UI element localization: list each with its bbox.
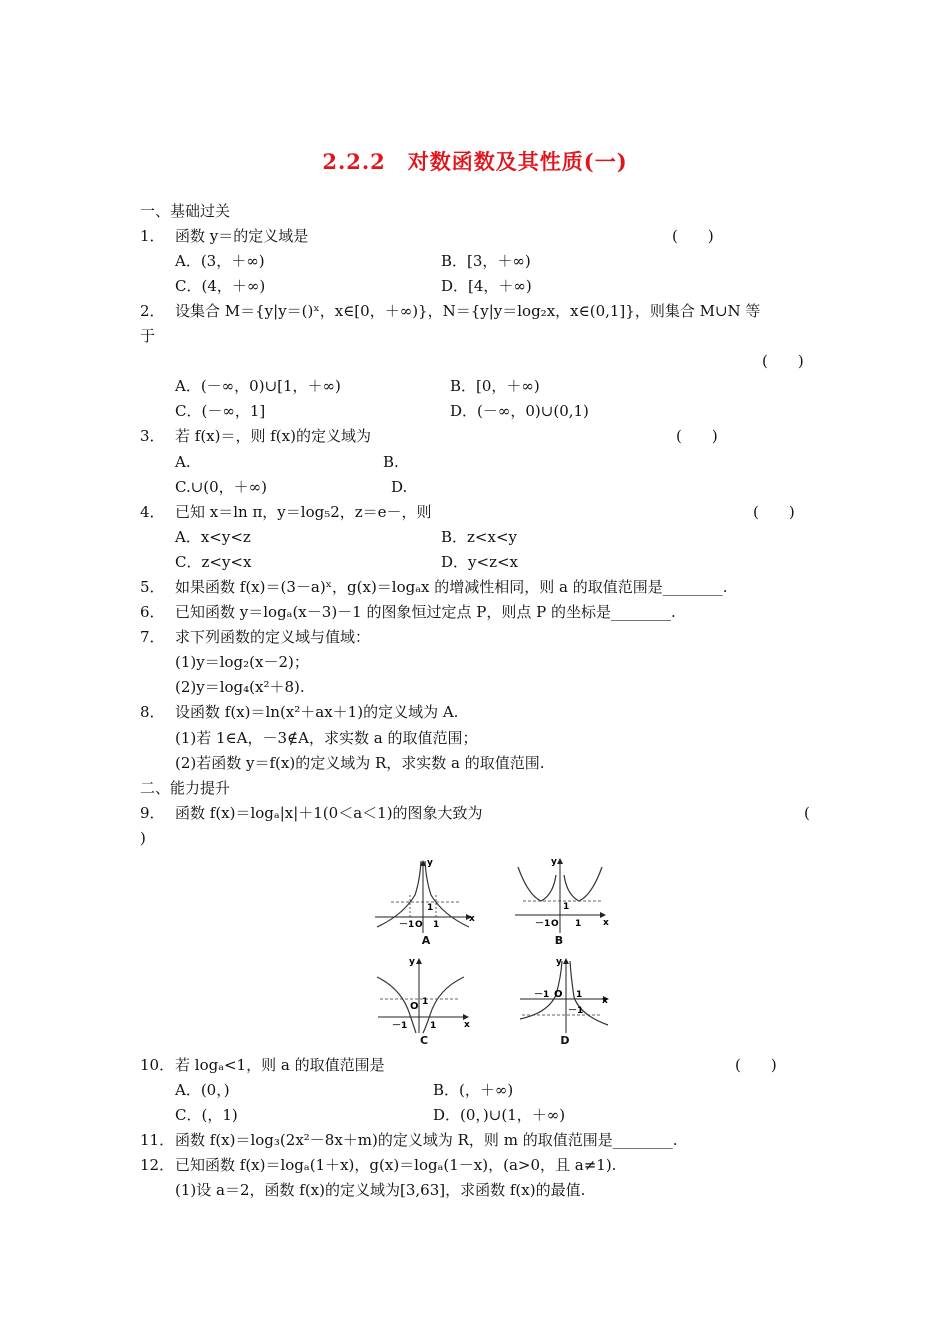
graph-option-b (513, 855, 618, 935)
graph-option-a (373, 855, 478, 935)
curve-left (518, 867, 556, 901)
axis-label-y: y (427, 858, 433, 868)
answer-paren: ( ) (676, 427, 718, 445)
answer-paren: ( ) (735, 1056, 777, 1074)
question-number: 12． (140, 1156, 175, 1174)
question-stem-continued: 于 (140, 327, 156, 345)
tick-label: －1 (392, 1021, 408, 1031)
option-c: C．(4，＋∞) (175, 277, 266, 295)
tick-label: 1 (422, 997, 429, 1007)
tick-label: －1 (535, 919, 551, 929)
graph-option-c (372, 955, 477, 1035)
question-stem: 函数 f(x)＝logₐ|x|＋1(0＜a＜1)的图象大致为 (175, 804, 483, 822)
graph-label-b: B (554, 934, 564, 947)
axis-label-y: y (409, 957, 415, 967)
option-a: A．(0，) (175, 1081, 230, 1099)
question-stem: 若 f(x)＝，则 f(x)的定义域为 (175, 427, 371, 445)
option-b: B．[0，＋∞) (450, 377, 540, 395)
tick-label: －1 (534, 990, 550, 1000)
question-stem: 已知 x＝ln π，y＝log₅2，z＝e－，则 (175, 503, 432, 521)
option-c: C．(－∞，1] (175, 402, 266, 420)
option-c: C.∪(0，＋∞) (175, 478, 268, 496)
option-d: D. (391, 478, 408, 496)
option-d: D．(－∞，0)∪(0,1) (450, 402, 589, 420)
sub-question: (2)y＝log₄(x²＋8). (175, 678, 305, 696)
axis-label-x: x (602, 996, 608, 1006)
origin-label: O (415, 920, 423, 930)
sub-question: (1)设 a＝2，函数 f(x)的定义域为[3,63]，求函数 f(x)的最值. (175, 1181, 586, 1199)
curve-right (564, 867, 602, 901)
question-stem: 设集合 M＝{y|y＝()ˣ，x∈[0，＋∞)}，N＝{y|y＝log₂x，x∈(0,1]}，则集合 M∪N 等 (175, 302, 761, 320)
option-c: C．(，1) (175, 1106, 238, 1124)
option-b: B．z<x<y (441, 528, 517, 546)
tick-label: －1 (568, 1006, 584, 1016)
graph-option-d (516, 955, 616, 1035)
question-stem: 函数 f(x)＝log₃(2x²－8x＋m)的定义域为 R，则 m 的取值范围是________. (175, 1131, 678, 1149)
graph-label-a: A (421, 934, 431, 947)
option-a: A．(－∞，0)∪[1，＋∞) (175, 377, 341, 395)
answer-paren: ( ) (753, 503, 795, 521)
question-number: 4． (140, 503, 165, 521)
question-number: 9． (140, 804, 165, 822)
option-b: B．(，＋∞) (433, 1081, 514, 1099)
origin-label: O (551, 919, 559, 929)
question-stem: 设函数 f(x)＝ln(x²＋ax＋1)的定义域为 A. (175, 703, 459, 721)
option-a: A．x<y<z (175, 528, 251, 546)
tick-label: 1 (433, 920, 440, 930)
question-stem: 已知函数 y＝logₐ(x－3)－1 的图象恒过定点 P，则点 P 的坐标是________. (175, 603, 676, 621)
question-stem: 如果函数 f(x)＝(3－a)ˣ，g(x)＝logₐx 的增减性相同，则 a 的取值范围是________. (175, 578, 728, 596)
axis-label-x: x (603, 918, 609, 928)
tick-label: 1 (430, 1021, 437, 1031)
question-number: 6． (140, 603, 165, 621)
tick-label: 1 (563, 902, 570, 912)
axis-label-x: x (464, 1020, 470, 1030)
question-number: 2． (140, 302, 165, 320)
graph-label-c: C (419, 1034, 429, 1047)
sub-question: (2)若函数 y＝f(x)的定义域为 R，求实数 a 的取值范围. (175, 754, 545, 772)
question-stem: 求下列函数的定义域与值域： (175, 628, 371, 646)
question-stem: 函数 y＝的定义域是 (175, 227, 309, 245)
answer-paren: ( ) (672, 227, 714, 245)
question-stem: 若 logₐ<1，则 a 的取值范围是 (175, 1056, 385, 1074)
answer-paren: ( ) (762, 352, 804, 370)
section-heading-advanced: 二、能力提升 (140, 779, 231, 797)
question-number: 1． (140, 227, 165, 245)
option-d: D．y<z<x (441, 553, 518, 571)
question-stem: 已知函数 f(x)＝logₐ(1＋x)，g(x)＝logₐ(1－x)，(a>0，且 a≠1). (175, 1156, 617, 1174)
tick-label: 1 (576, 990, 583, 1000)
question-number: 8． (140, 703, 165, 721)
tick-label: 1 (427, 903, 434, 913)
page-title: 2.2.2 对数函数及其性质(一) (322, 149, 628, 174)
option-d: D．(0，)∪(1，＋∞) (433, 1106, 566, 1124)
question-number: 5． (140, 578, 165, 596)
origin-label: O (410, 1001, 419, 1012)
tick-label: 1 (575, 919, 582, 929)
axis-label-y: y (556, 957, 562, 967)
option-a: A. (175, 453, 191, 471)
sub-question: (1)y＝log₂(x－2)； (175, 653, 309, 671)
option-b: B. (383, 453, 399, 471)
option-a: A．(3，＋∞) (175, 252, 265, 270)
axis-label-x: x (469, 914, 475, 924)
question-number: 10． (140, 1056, 175, 1074)
question-number: 11． (140, 1131, 175, 1149)
origin-label: O (554, 989, 563, 1000)
tick-label: －1 (399, 920, 415, 930)
answer-paren-open: ( (804, 804, 810, 822)
option-c: C．z<y<x (175, 553, 252, 571)
graph-label-d: D (560, 1034, 570, 1047)
question-number: 7． (140, 628, 165, 646)
option-d: D．[4，＋∞) (441, 277, 532, 295)
section-heading-basic: 一、基础过关 (140, 202, 231, 220)
axis-label-y: y (551, 857, 557, 867)
answer-paren-close: ) (140, 829, 146, 847)
sub-question: (1)若 1∈A，－3∉A，求实数 a 的取值范围； (175, 729, 478, 747)
option-b: B．[3，＋∞) (441, 252, 531, 270)
question-number: 3． (140, 427, 165, 445)
